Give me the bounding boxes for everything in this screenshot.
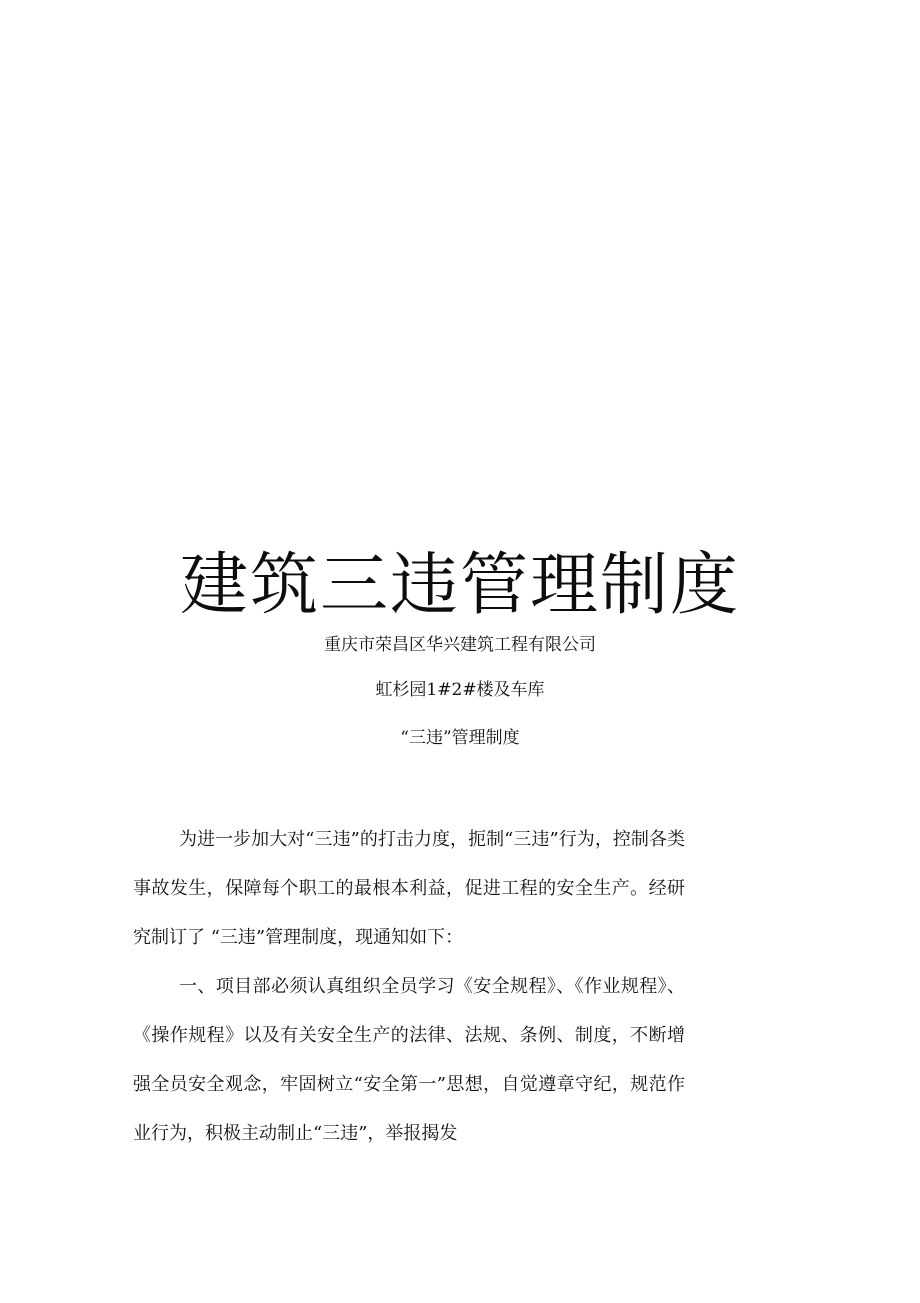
document-body [133,815,685,1158]
intro-paragraph: 为进一步加大对“三违”的打击力度，扼制“三违”行为，控制各类事故发生，保障每个职工的最根本利益，促进工程的安全生产。经研究制订了 “三违”管理制度，现通知如下： [133,829,685,948]
rule-paragraph-1: 一、项目部必须认真组织全员学习《安全规程》、《作业规程》、《操作规程》以及有关安全生产的法律、法规、条例、制度，不断增强全员安全观念，牢固树立“安全第一”思想，自觉遵章守纪，规范作业行为，积极主动制止“三违”，举报揭发 [133,976,685,1144]
company-name: 重庆市荣昌区华兴建筑工程有限公司 [324,635,596,655]
project-name: 虹杉园1#2#楼及车库 [375,680,545,700]
document-subtitle: “三违”管理制度 [400,728,520,748]
document-title: 建筑三违管理制度 [179,546,740,625]
